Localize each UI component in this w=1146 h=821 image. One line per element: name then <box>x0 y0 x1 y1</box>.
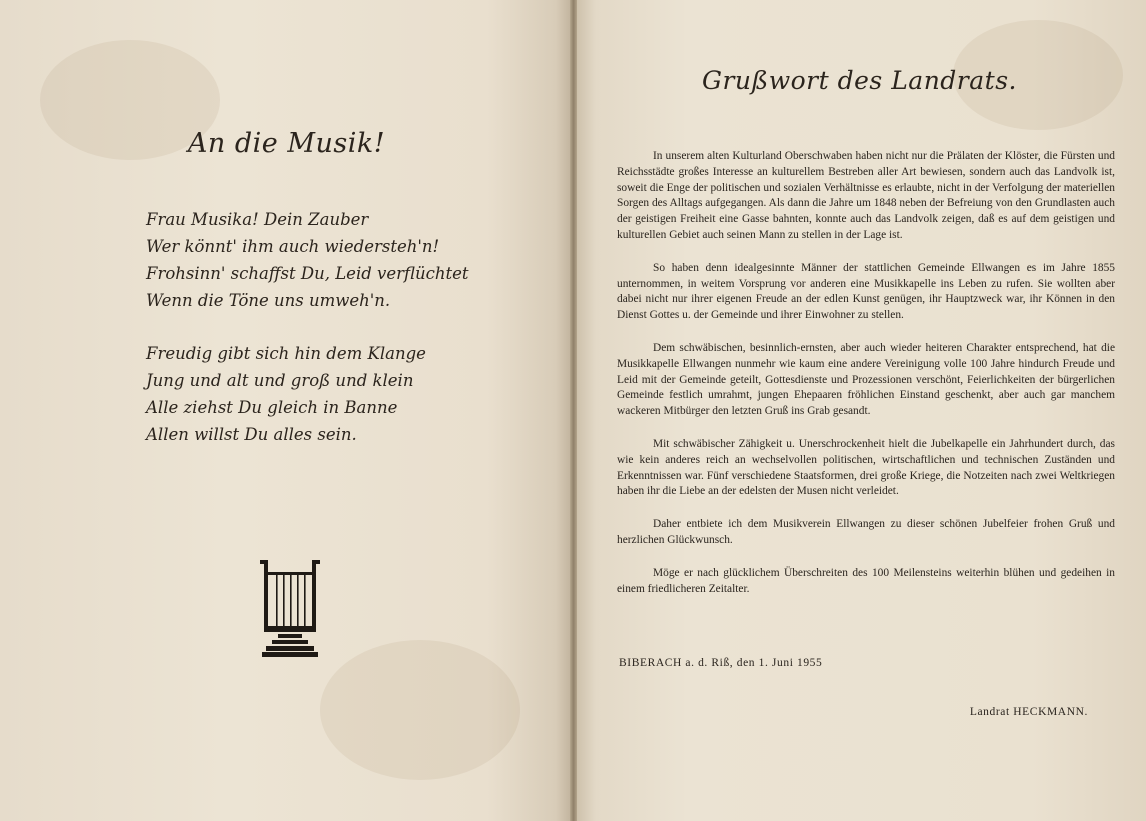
lyre-icon <box>258 558 322 658</box>
place-date: BIBERACH a. d. Riß, den 1. Juni 1955 <box>619 657 823 669</box>
poem-line: Frau Musika! Dein Zauber <box>146 210 369 229</box>
poem-title: An die Musik! <box>187 128 386 159</box>
greeting-paragraph: In unserem alten Kulturland Oberschwaben haben nicht nur die Prälaten der Klöster, die Fürsten und Reichsstädte großes Interesse an kulturellem Bestreben aller Art bewiesen, sondern auch das Landvolk ist, soweit die Enge der politischen und sozialen Verhältnisse es erlaubte, nicht in der Verfolgung der materiellen Sorgen des Alltags aufgegangen. Als dann die Jahre um 1848 neben der Befreiung von den Grundlasten auch der geistigen Freiheit eine Gasse bahnten, konnte auch das Landvolk zeigen, daß es auf dem geistigen und kulturellen Gebiet auch seinen Mann zu stellen in der Lage ist. <box>617 150 1115 241</box>
paper-stain <box>320 640 520 780</box>
greeting-paragraph: Daher entbiete ich dem Musikverein Ellwangen zu dieser schönen Jubelfeier frohen Gruß und herzlichen Glückwunsch. <box>617 518 1115 546</box>
poem <box>146 206 469 474</box>
poem-line: Frohsinn' schaffst Du, Leid verflüchtet <box>146 264 469 283</box>
greeting-paragraph: Dem schwäbischen, besinnlich-ernsten, aber auch wieder heiteren Charakter entsprechend, hat die Musikkapelle Ellwangen nunmehr wie kaum eine andere Vereinigung volle 100 Jahre hindurch Freude und Leid mit der Gemeinde geteilt, Gottesdienste und Prozessionen verschönt, Feierlichkeiten der bürgerlichen Gemeinde festlich umrahmt, jungen Ehepaaren fröhlichen Einstand geschenkt, aber auch gar manchem wackeren Mitbürger den letzten Gruß ins Grab gesandt. <box>617 341 1115 418</box>
greeting-paragraph: Möge er nach glücklichem Überschreiten des 100 Meilensteins weiterhin blühen und gedeihen in einem friedlicheren Zeitalter. <box>617 566 1115 595</box>
right-page <box>573 0 1146 821</box>
book-gutter <box>570 0 577 821</box>
poem-line: Allen willst Du alles sein. <box>146 425 357 444</box>
poem-line: Freudig gibt sich hin dem Klange <box>146 344 426 363</box>
greeting-paragraph: Mit schwäbischer Zähigkeit u. Unerschrockenheit hielt die Jubelkapelle ein Jahrhundert durch, das wie kein anderes reich an wechselvollen politischen, wirtschaftlichen und technischen Zuständen und Erkenntnissen war. Fünf verschiedene Staatsformen, drei große Kriege, die Notzeiten nach zwei Weltkriegen haben ihr die Liebe an der edelsten der Musen nicht verleidet. <box>617 437 1115 498</box>
poem-line: Wenn die Töne uns umweh'n. <box>146 291 391 310</box>
poem-stanza-2 <box>146 340 466 448</box>
signature: Landrat HECKMANN. <box>969 706 1088 718</box>
poem-line: Alle ziehst Du gleich in Banne <box>146 398 398 417</box>
greeting-paragraph: So haben denn idealgesinnte Männer der stattlichen Gemeinde Ellwangen es im Jahre 1855 unternommen, in weitem Vorsprung vor anderen eine Musikkapelle ins Leben zu rufen. Sie wollten aber dabei nicht nur ihrer eigenen Freude an der edlen Kunst genügen, ihr Hauptzweck war, ihr Können in den Dienst Gottes u. der Gemeinde und ihrer Einwohner zu stellen. <box>617 261 1115 322</box>
poem-line: Wer könnt' ihm auch wiedersteh'n! <box>146 237 440 256</box>
greeting-body <box>617 149 1115 614</box>
poem-line: Jung und alt und groß und klein <box>146 371 414 390</box>
greeting-title: Grußwort des Landrats. <box>702 66 1017 95</box>
poem-stanza-1 <box>146 206 469 314</box>
